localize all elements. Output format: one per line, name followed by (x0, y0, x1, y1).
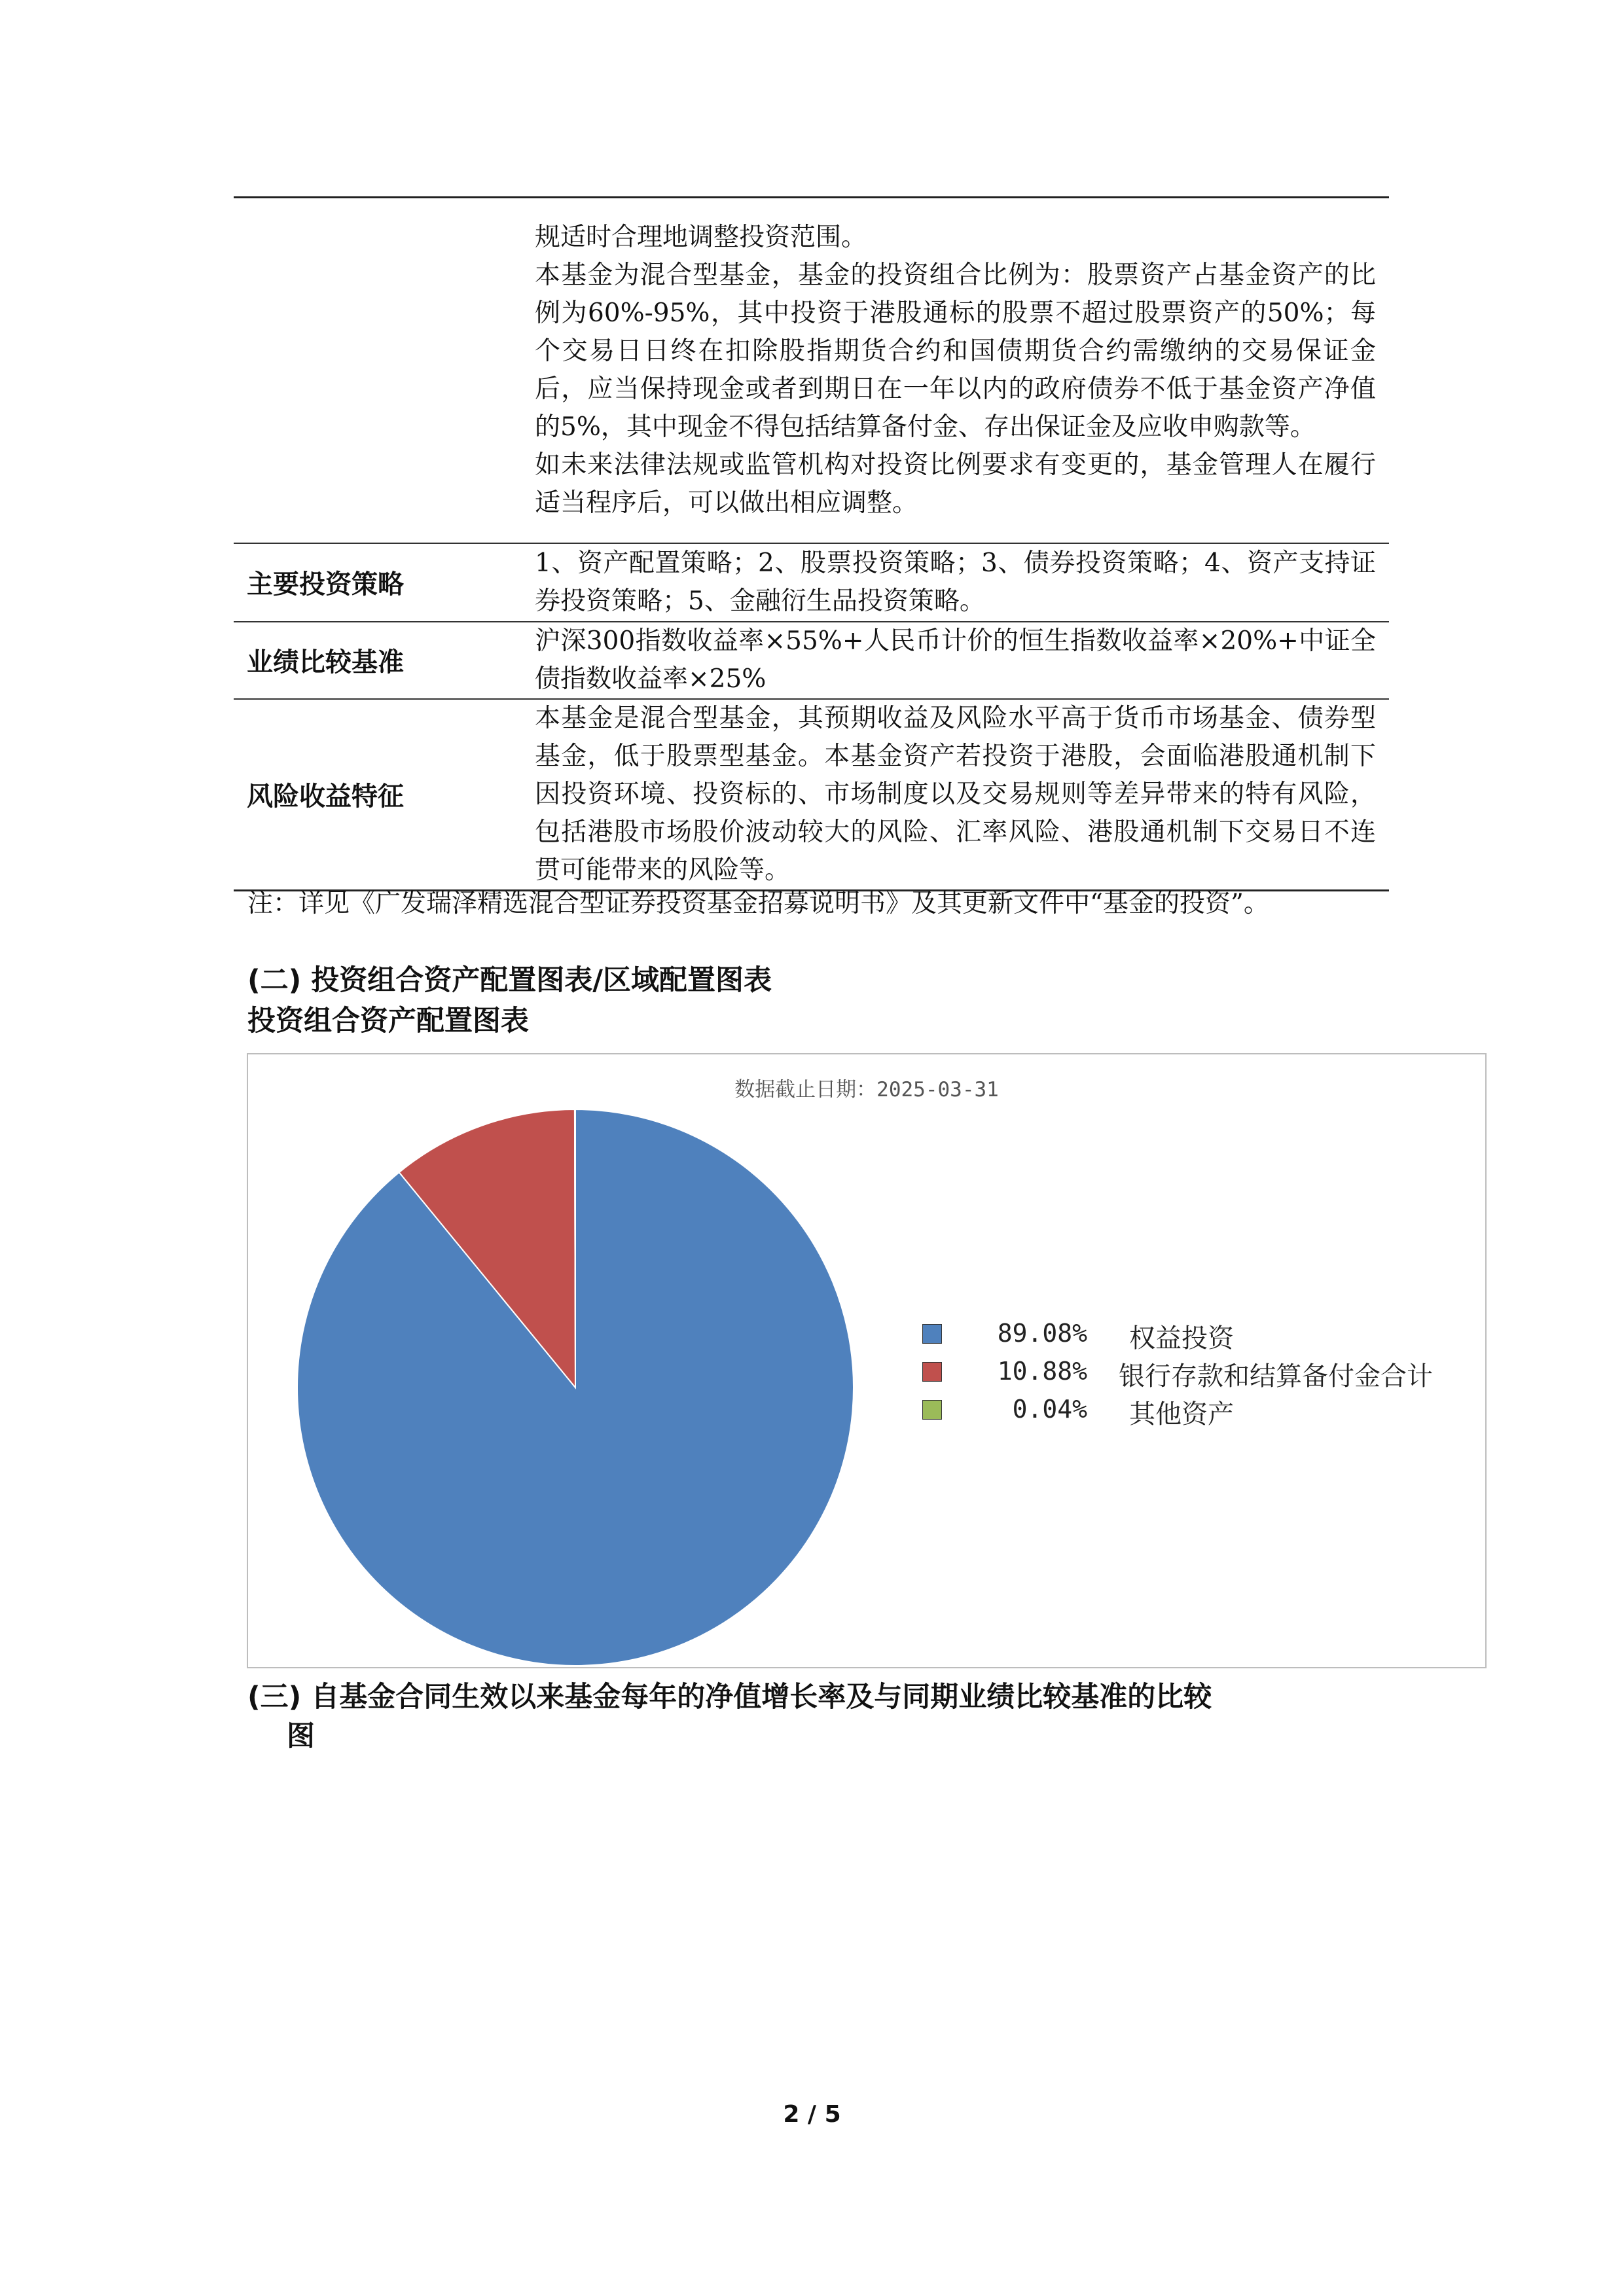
fund-info-table (234, 196, 1389, 891)
row-paragraph: 本基金是混合型基金，其预期收益及风险水平高于货币市场基金、债券型基金，低于股票型基金。本基金资产若投资于港股，会面临港股通机制下因投资环境、投资标的、市场制度以及交易规则等差异带来的特有风险，包括港股市场股价波动较大的风险、汇率风险、港股通机制下交易日不连贯可能带来的风险等。 (535, 703, 1376, 885)
row-content (520, 622, 1389, 699)
legend-swatch (922, 1324, 942, 1344)
row-paragraph: 本基金为混合型基金，基金的投资组合比例为：股票资产占基金资产的比例为60%-95%，其中投资于港股通标的股票不超过股票资产的50%；每个交易日日终在扣除股指期货合约和国债期货合约需缴纳的交易保证金后，应当保持现金或者到期日在一年以内的政府债券不低于基金资产净值的5%，其中现金不得包括结算备付金、存出保证金及应收申购款等。 (535, 260, 1376, 442)
section-2-heading: (二) 投资组合资产配置图表/区域配置图表 (247, 964, 772, 997)
legend-percent: 0.04% (1012, 1395, 1087, 1424)
row-paragraph: 1、资产配置策略；2、股票投资策略；3、债券投资策略；4、资产支持证券投资策略；5、金融衍生品投资策略。 (535, 548, 1376, 616)
row-content (520, 699, 1389, 891)
table-row (234, 198, 1389, 543)
section-3-heading-line2: 图 (287, 1720, 315, 1753)
section-3-heading (247, 1677, 1386, 1756)
legend-label: 其他资产 (1129, 1399, 1234, 1429)
asset-allocation-chart (247, 1053, 1487, 1668)
legend-label: 银行存款和结算备付金合计 (1119, 1361, 1433, 1391)
chart-date: 数据截止日期：2025-03-31 (734, 1078, 999, 1102)
chart-title: 投资组合资产配置图表 (247, 1005, 529, 1037)
legend-percent: 89.08% (997, 1319, 1087, 1348)
row-label: 风险收益特征 (247, 781, 404, 812)
section-3-heading-line1: (三) 自基金合同生效以来基金每年的净值增长率及与同期业绩比较基准的比较 (247, 1681, 1212, 1713)
row-paragraph: 规适时合理地调整投资范围。 (535, 222, 867, 252)
legend-label: 权益投资 (1129, 1323, 1234, 1354)
table-row (234, 622, 1389, 699)
table-row (234, 699, 1389, 891)
legend-swatch (922, 1400, 942, 1420)
row-content (520, 198, 1389, 543)
legend-swatch (922, 1362, 942, 1382)
table-row (234, 543, 1389, 622)
row-label: 主要投资策略 (247, 569, 404, 600)
row-paragraph: 如未来法律法规或监管机构对投资比例要求有变更的，基金管理人在履行适当程序后，可以做出相应调整。 (535, 450, 1376, 518)
row-label (234, 198, 520, 543)
row-content (520, 543, 1389, 622)
legend-percent: 10.88% (997, 1357, 1087, 1386)
row-label: 业绩比较基准 (247, 647, 404, 677)
row-paragraph: 沪深300指数收益率×55%+人民币计价的恒生指数收益率×20%+中证全债指数收益率×25% (535, 626, 1376, 694)
page-number: 2 / 5 (783, 2101, 841, 2128)
table-note: 注：详见《广发瑞泽精选混合型证券投资基金招募说明书》及其更新文件中“基金的投资”。 (247, 889, 1269, 918)
